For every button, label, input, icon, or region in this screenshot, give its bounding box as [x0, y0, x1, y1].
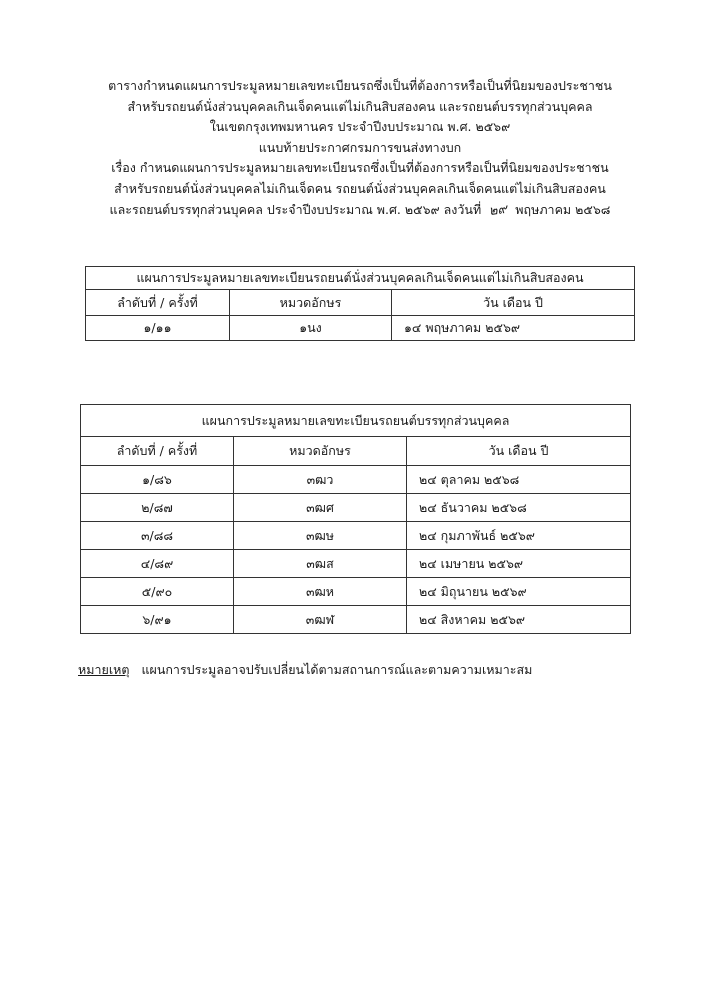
table2-cell-series: ๓ฒศ: [234, 494, 407, 522]
table2-cell-order: ๒/๘๗: [81, 494, 234, 522]
header-line-7-start: และรถยนต์บรรทุกส่วนบุคคล ประจำปีงบประมาณ พ.ศ. ๒๕๖๙ ลงวันที่: [109, 201, 482, 217]
table2-cell-series: ๓ฒฬ: [234, 606, 407, 634]
table1-cell-date: ๑๔ พฤษภาคม ๒๕๖๙: [392, 316, 635, 341]
table2-cell-date: ๒๔ เมษายน ๒๕๖๙: [407, 550, 631, 578]
table1-header-date: วัน เดือน ปี: [392, 290, 635, 316]
table2-cell-date: ๒๔ ธันวาคม ๒๕๖๘: [407, 494, 631, 522]
header-line-6: สำหรับรถยนต์นั่งส่วนบุคคลไม่เกินเจ็ดคน รถยนต์นั่งส่วนบุคคลเกินเจ็ดคนแต่ไม่เกินสิบสองคน: [114, 180, 606, 196]
header-line-4: แนบท้ายประกาศกรมการขนส่งทางบก: [258, 139, 462, 155]
table1-cell-series: ๑นง: [230, 316, 392, 341]
table2-header-date: วัน เดือน ปี: [407, 437, 631, 466]
table2-cell-date: ๒๔ กุมภาพันธ์ ๒๕๖๙: [407, 522, 631, 550]
table2-header-series: หมวดอักษร: [234, 437, 407, 466]
footnote-label: หมายเหตุ: [78, 662, 130, 677]
table-row: [81, 494, 631, 522]
header-line-2: สำหรับรถยนต์นั่งส่วนบุคคลเกินเจ็ดคนแต่ไม่เกินสิบสองคน และรถยนต์บรรทุกส่วนบุคคล: [127, 98, 593, 114]
table2-cell-order: ๕/๙๐: [81, 578, 234, 606]
table-row: [81, 550, 631, 578]
header-line-3: ในเขตกรุงเทพมหานคร ประจำปีงบประมาณ พ.ศ. ๒๕๖๙: [209, 119, 511, 135]
table2-cell-series: ๓ฒห: [234, 578, 407, 606]
table-row: [81, 578, 631, 606]
handwritten-day: ๒๙: [488, 201, 509, 219]
table2-cell-date: ๒๔ ตุลาคม ๒๕๖๘: [407, 466, 631, 494]
table2-cell-series: ๓ฒส: [234, 550, 407, 578]
table-row: [81, 466, 631, 494]
passenger-van-plan-table: [85, 266, 635, 341]
table2-cell-date: ๒๔ สิงหาคม ๒๕๖๙: [407, 606, 631, 634]
table-row: [81, 522, 631, 550]
header-line-7: [60, 200, 660, 222]
footnote: [78, 660, 532, 680]
table2-cell-order: ๓/๘๘: [81, 522, 234, 550]
table2-header-order: ลำดับที่ / ครั้งที่: [81, 437, 234, 466]
table2-cell-date: ๒๔ มิถุนายน ๒๕๖๙: [407, 578, 631, 606]
table-row: [86, 316, 635, 341]
table2-cell-series: ๓ฒว: [234, 466, 407, 494]
table-row: [81, 606, 631, 634]
header-line-5: เรื่อง กำหนดแผนการประมูลหมายเลขทะเบียนรถซึ่งเป็นที่ต้องการหรือเป็นที่นิยมของประชาชน: [111, 160, 609, 176]
table2-cell-order: ๑/๘๖: [81, 466, 234, 494]
table1-caption: แผนการประมูลหมายเลขทะเบียนรถยนต์นั่งส่วนบุคคลเกินเจ็ดคนแต่ไม่เกินสิบสองคน: [86, 267, 635, 290]
table2-cell-order: ๔/๘๙: [81, 550, 234, 578]
table1-header-series: หมวดอักษร: [230, 290, 392, 316]
header-line-1: ตารางกำหนดแผนการประมูลหมายเลขทะเบียนรถซึ่งเป็นที่ต้องการหรือเป็นที่นิยมของประชาชน: [108, 78, 612, 93]
table1-header-order: ลำดับที่ / ครั้งที่: [86, 290, 230, 316]
table1-cell-order: ๑/๑๑: [86, 316, 230, 341]
table2-cell-series: ๓ฒษ: [234, 522, 407, 550]
table2-caption: แผนการประมูลหมายเลขทะเบียนรถยนต์บรรทุกส่วนบุคคล: [81, 405, 631, 437]
truck-plan-table: [80, 404, 631, 634]
header-line-7-end: พฤษภาคม ๒๕๖๘: [515, 201, 611, 217]
table2-cell-order: ๖/๙๑: [81, 606, 234, 634]
footnote-text: แผนการประมูลอาจปรับเปลี่ยนได้ตามสถานการณ์และตามความเหมาะสม: [141, 662, 533, 677]
document-header: [60, 76, 660, 221]
